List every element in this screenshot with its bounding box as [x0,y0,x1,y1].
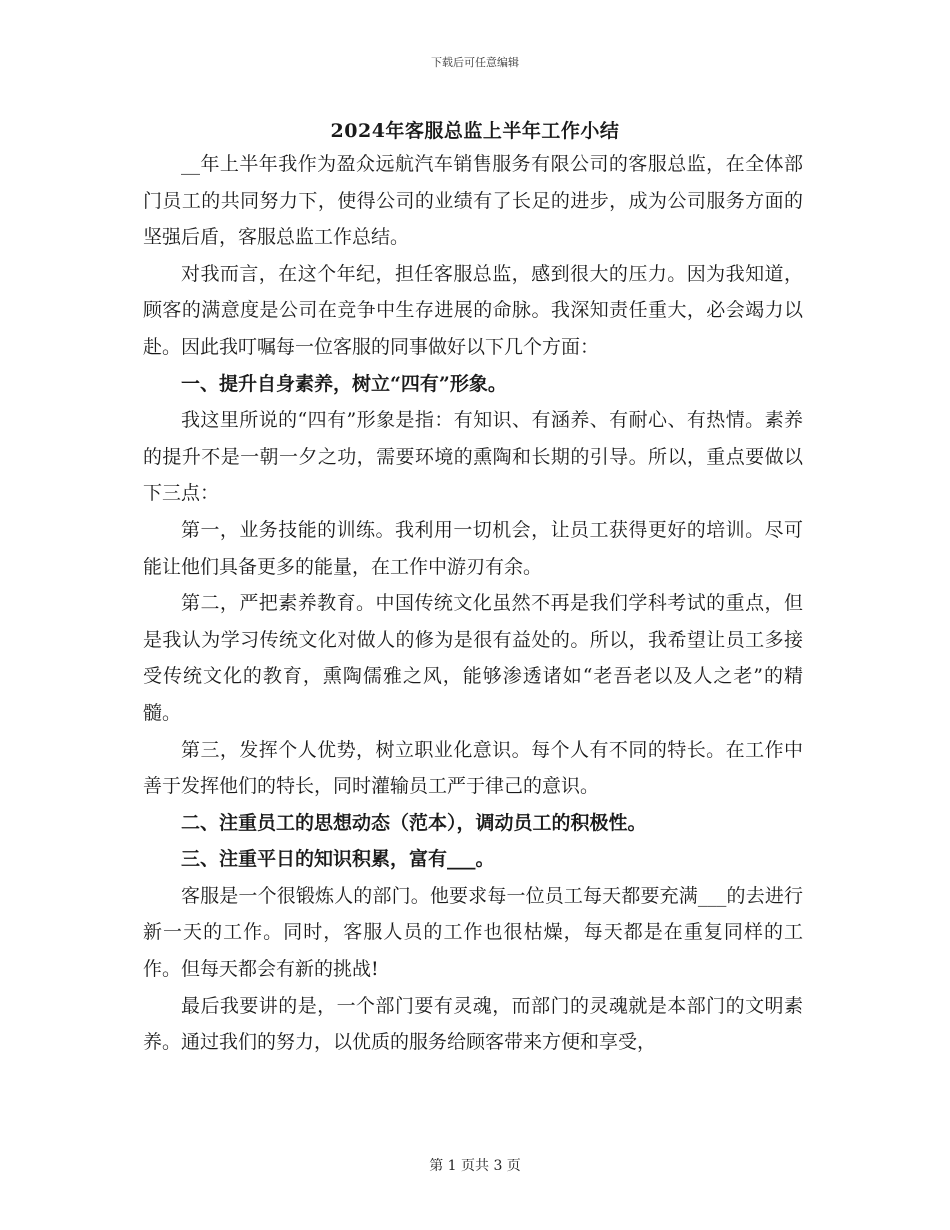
paragraph: 我这里所说的“四有”形象是指：有知识、有涵养、有耐心、有热情。素养的提升不是一朝一夕之功，需要环境的熏陶和长期的引导。所以，重点要做以下三点： [143,409,803,505]
paragraph: __年上半年我作为盈众远航汽车销售服务有限公司的客服总监，在全体部门员工的共同努力下，使得公司的业绩有了长足的进步，成为公司服务方面的坚强后盾，客服总监工作总结。 [143,153,803,249]
page-number: 第 1 页共 3 页 [429,1158,521,1174]
section-heading: 二、注重员工的思想动态（范本），调动员工的积极性。 [181,811,647,834]
paragraph: 对我而言，在这个年纪，担任客服总监，感到很大的压力。因为我知道，顾客的满意度是公司在竞争中生存进展的命脉。我深知责任重大，必会竭力以赴。因此我叮嘱每一位客服的同事做好以下几个方面： [143,262,803,358]
header-note: 下载后可任意编辑 [431,56,519,69]
paragraph: 第二，严把素养教育。中国传统文化虽然不再是我们学科考试的重点，但是我认为学习传统文化对做人的修为是很有益处的。所以，我希望让员工多接受传统文化的教育，熏陶儒雅之风，能够渗透诸如“老吾老以及人之老”的精髓。 [143,592,803,724]
paragraph: 最后我要讲的是，一个部门要有灵魂，而部门的灵魂就是本部门的文明素养。通过我们的努力，以优质的服务给顾客带来方便和享受， [143,994,803,1054]
paragraph: 第三，发挥个人优势，树立职业化意识。每个人有不同的特长。在工作中善于发挥他们的特长，同时灌输员工严于律己的意识。 [143,738,803,798]
section-heading: 三、注重平日的知识积累，富有___。 [181,848,495,871]
document-title: 2024年客服总监上半年工作小结 [330,120,620,142]
paragraph: 第一，业务技能的训练。我利用一切机会，让员工获得更好的培训。尽可能让他们具备更多的能量，在工作中游刃有余。 [143,518,803,578]
section-heading: 一、提升自身素养，树立“四有”形象。 [181,372,507,395]
paragraph: 客服是一个很锻炼人的部门。他要求每一位员工每天都要充满___的去进行新一天的工作。同时，客服人员的工作也很枯燥，每天都是在重复同样的工作。但每天都会有新的挑战! [143,884,803,981]
document-body [143,146,803,1061]
